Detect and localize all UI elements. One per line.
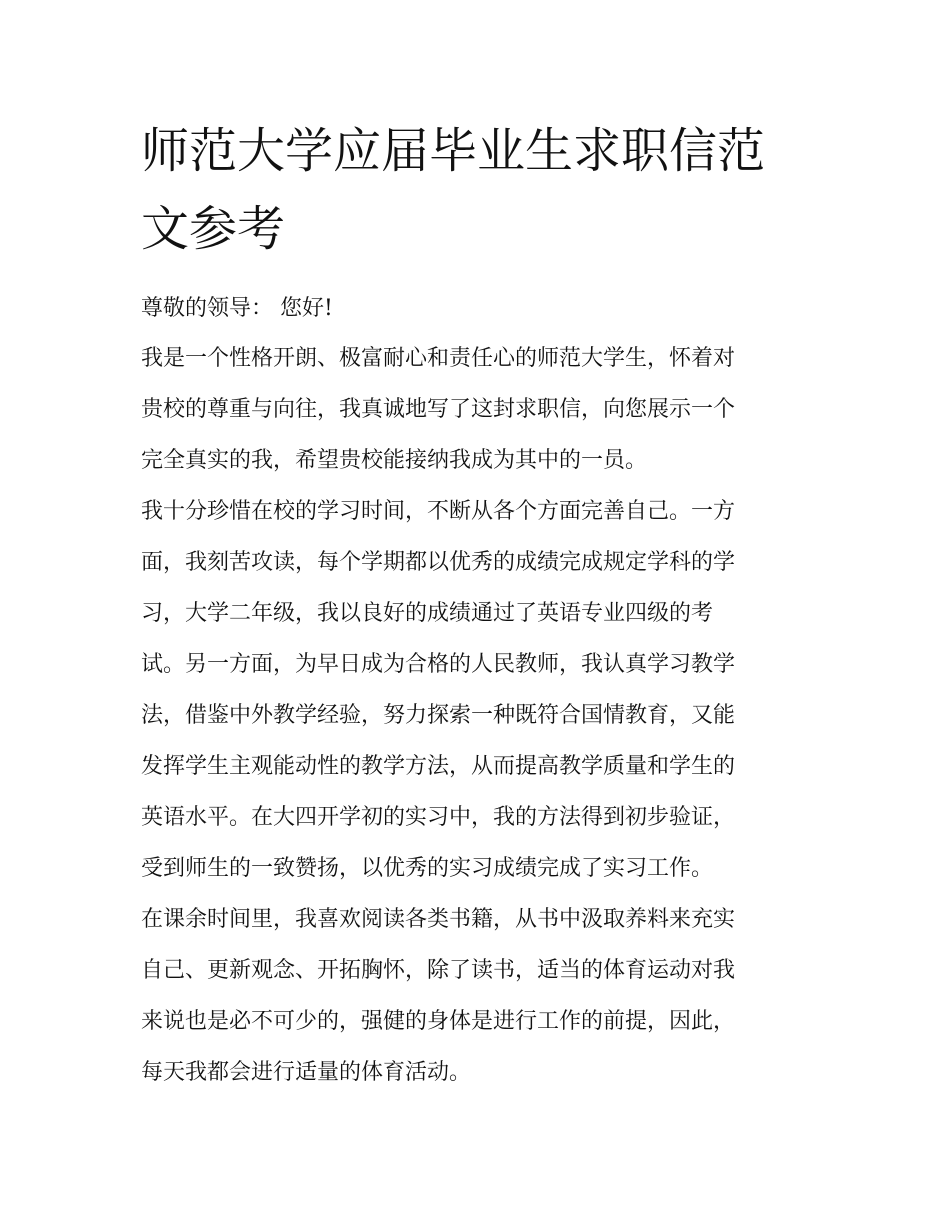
title-line: 师范大学应届毕业生求职信范 <box>141 123 766 179</box>
paragraph-line: 贵校的尊重与向往，我真诚地写了这封求职信，向您展示一个 <box>141 397 736 422</box>
paragraph-line: 发挥学生主观能动性的教学方法，从而提高教学质量和学生的 <box>141 754 736 779</box>
paragraph-line: 习，大学二年级，我以良好的成绩通过了英语专业四级的考 <box>141 601 714 626</box>
paragraph-line: 面，我刻苦攻读，每个学期都以优秀的成绩完成规定学科的学 <box>141 550 736 575</box>
paragraph-intro <box>141 333 811 486</box>
paragraph-line: 我十分珍惜在校的学习时间，不断从各个方面完善自己。一方 <box>141 499 736 524</box>
greeting: 尊敬的领导： 您好! <box>141 296 333 321</box>
paragraph-line: 自己、更新观念、开拓胸怀，除了读书，适当的体育运动对我 <box>141 958 736 983</box>
title-line: 文参考 <box>141 201 286 257</box>
paragraph-line: 来说也是必不可少的，强健的身体是进行工作的前提，因此， <box>141 1009 736 1034</box>
paragraph-line: 试。另一方面，为早日成为合格的人民教师，我认真学习教学 <box>141 652 736 677</box>
paragraph-line: 法，借鉴中外教学经验，努力探索一种既符合国情教育，又能 <box>141 703 736 728</box>
document-title <box>141 112 811 268</box>
paragraph-line: 完全真实的我，希望贵校能接纳我成为其中的一员。 <box>141 448 648 473</box>
paragraph-line: 每天我都会进行适量的体育活动。 <box>141 1060 472 1085</box>
paragraph-line: 受到师生的一致赞扬，以优秀的实习成绩完成了实习工作。 <box>141 856 714 881</box>
paragraph-line: 在课余时间里，我喜欢阅读各类书籍，从书中汲取养料来充实 <box>141 907 736 932</box>
paragraph-leisure <box>141 894 811 1098</box>
paragraph-line: 英语水平。在大四开学初的实习中，我的方法得到初步验证， <box>141 805 736 830</box>
paragraph-study <box>141 486 811 894</box>
document-body <box>141 112 811 1098</box>
paragraph-line: 我是一个性格开朗、极富耐心和责任心的师范大学生，怀着对 <box>141 346 736 371</box>
